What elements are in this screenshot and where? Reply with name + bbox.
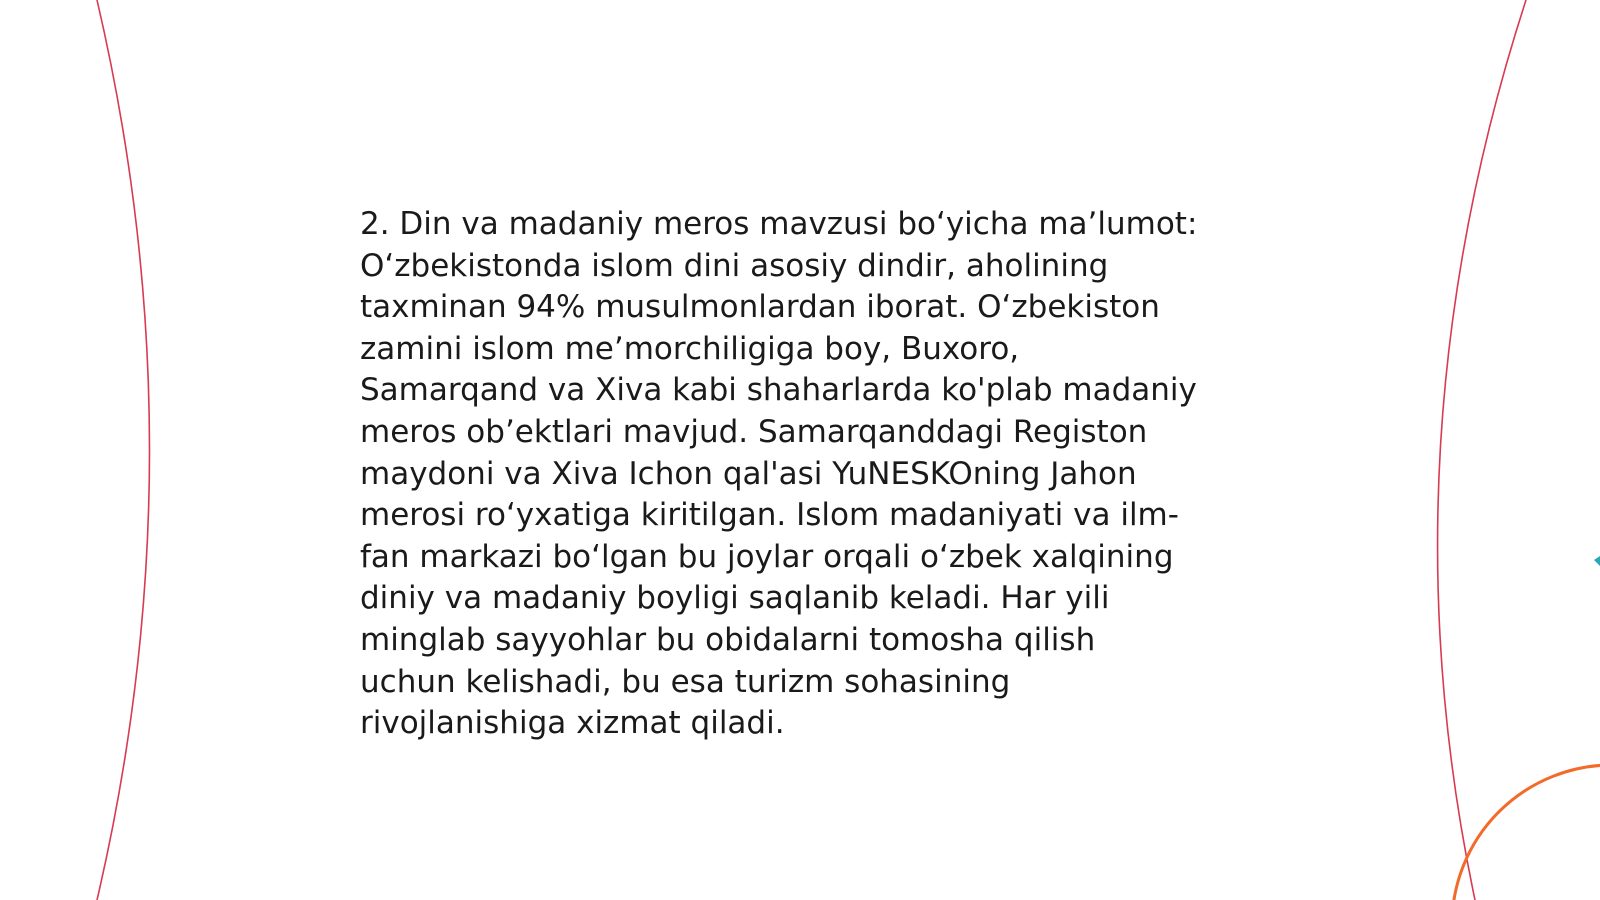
right-arc-line: [1438, 0, 1526, 900]
teal-accent-mark: [1594, 556, 1600, 566]
body-text: 2. Din va madaniy meros mavzusi bo‘yicha ma’lumot: O‘zbekistonda islom dini asosiy dindir, aholining taxminan 94% musulmonlardan iborat. O‘zbekiston zamini islom me’morchiligiga boy, Buxoro, Samarqand va Xiva kabi shaharlarda ko'plab madaniy meros ob’ektlari mavjud. Samarqanddagi Registon maydoni va Xiva Ichon qal'asi YuNESKOning Jahon merosi ro‘yxatiga kiritilgan. Islom madaniyati va ilm- fan markazi bo‘lgan bu joylar orqali o‘zbek xalqining diniy va madaniy boyligi saqlanib keladi. Har yili minglab sayyohlar bu obidalarni tomosha qilish uchun kelishadi, bu esa turizm sohasining rivojlanishiga xizmat qiladi.: [360, 206, 1198, 742]
left-arc-line: [97, 0, 150, 900]
orange-circle-arc: [1452, 765, 1600, 900]
